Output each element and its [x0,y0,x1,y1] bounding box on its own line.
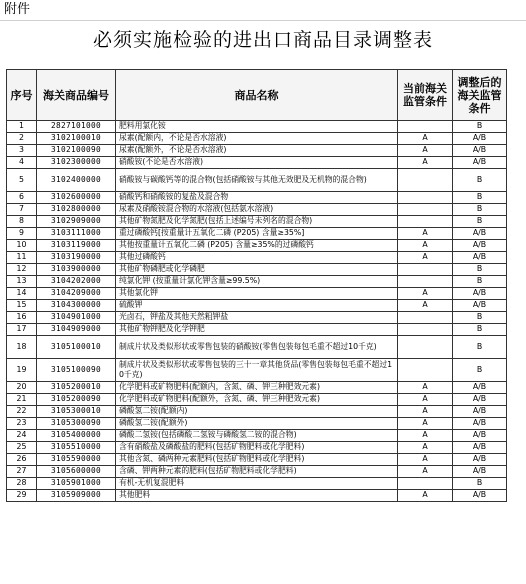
table-row [7,228,507,240]
cell-current: A [398,418,453,430]
cell-code: 3105200010 [37,382,116,394]
table-row [7,490,507,502]
cell-seq: 12 [7,264,37,276]
cell-seq: 25 [7,442,37,454]
cell-adjusted: A/B [453,228,507,240]
cell-name: 磷酸二氢铵(包括磷酸二氢铵与磷酸氢二铵的混合物) [116,430,398,442]
table-row [7,478,507,490]
table-row [7,382,507,394]
cell-seq: 15 [7,300,37,312]
table-row [7,454,507,466]
cell-name: 硝酸铵(不论是否水溶液) [116,157,398,169]
cell-name: 磷酸氢二铵(配额内) [116,406,398,418]
table-row [7,288,507,300]
cell-current: A [398,145,453,157]
cell-current [398,276,453,288]
cell-seq: 18 [7,336,37,359]
cell-adjusted: A/B [453,252,507,264]
cell-current [398,121,453,133]
cell-adjusted: B [453,336,507,359]
cell-code: 3103900000 [37,264,116,276]
cell-current [398,192,453,204]
cell-code: 3104300000 [37,300,116,312]
cell-code: 3104209000 [37,288,116,300]
table-row [7,204,507,216]
cell-name: 硝酸铵与碳酸钙等的混合物(包括硝酸铵与其他无效肥及无机物的混合物) [116,169,398,192]
cell-current: A [398,228,453,240]
table-header-row [7,70,507,121]
table-row [7,394,507,406]
table-row [7,466,507,478]
cell-current: A [398,394,453,406]
cell-name: 肥料用氯化铵 [116,121,398,133]
cell-name: 有机-无机复混肥料 [116,478,398,490]
cell-current: A [398,252,453,264]
cell-adjusted: B [453,216,507,228]
cell-name: 尿素(配额内，不论是否水溶液) [116,133,398,145]
cell-name: 制成片状及类似形状或零售包装的三十一章其他货品(零售包装每包毛重不超过10千克) [116,359,398,382]
cell-name: 其他氯化钾 [116,288,398,300]
cell-current: A [398,300,453,312]
table-body [7,121,507,502]
table-row [7,157,507,169]
cell-code: 3102800000 [37,204,116,216]
cell-seq: 11 [7,252,37,264]
cell-adjusted: A/B [453,157,507,169]
cell-adjusted: B [453,204,507,216]
cell-code: 3103190000 [37,252,116,264]
cell-code: 3105510000 [37,442,116,454]
cell-code: 3103111000 [37,228,116,240]
cell-current [398,204,453,216]
header-name: 商品名称 [116,70,398,121]
cell-current [398,264,453,276]
cell-seq: 16 [7,312,37,324]
cell-name: 其他肥料 [116,490,398,502]
cell-name: 制成片状及类似形状或零售包装的硝酸铵(零售包装每包毛重不超过10千克) [116,336,398,359]
table-row [7,324,507,336]
table-row [7,145,507,157]
document-title: 必须实施检验的进出口商品目录调整表 [92,29,433,51]
cell-seq: 17 [7,324,37,336]
table-row [7,359,507,382]
cell-name: 化学肥料或矿物肥料(配额外，含氮、磷、钾三种肥效元素) [116,394,398,406]
cell-current: A [398,157,453,169]
cell-name: 其他矿物钾肥及化学钾肥 [116,324,398,336]
table-row [7,252,507,264]
table-row [7,169,507,192]
cell-current: A [398,454,453,466]
cell-code: 3105600000 [37,466,116,478]
adjustment-table [6,69,507,502]
cell-code: 2827101000 [37,121,116,133]
cell-code: 3102909000 [37,216,116,228]
cell-seq: 29 [7,490,37,502]
cell-name: 光卤石，钾盐及其他天然粗钾盐 [116,312,398,324]
cell-code: 3104901000 [37,312,116,324]
table-row [7,264,507,276]
cell-adjusted: B [453,264,507,276]
cell-code: 3105200090 [37,394,116,406]
table-row [7,133,507,145]
cell-name: 硝酸钙和硝酸铵的复盐及混合物 [116,192,398,204]
cell-code: 3102400000 [37,169,116,192]
cell-seq: 4 [7,157,37,169]
table-row [7,121,507,133]
cell-code: 3105909000 [37,490,116,502]
cell-adjusted: B [453,192,507,204]
cell-code: 3103119000 [37,240,116,252]
cell-adjusted: B [453,169,507,192]
cell-current: A [398,430,453,442]
cell-adjusted: A/B [453,430,507,442]
cell-current: A [398,133,453,145]
cell-adjusted: A/B [453,145,507,157]
cell-adjusted: A/B [453,490,507,502]
cell-code: 3105100090 [37,359,116,382]
table-row [7,240,507,252]
cell-name: 磷酸氢二铵(配额外) [116,418,398,430]
table-row [7,336,507,359]
cell-current [398,312,453,324]
cell-adjusted: A/B [453,454,507,466]
cell-current: A [398,288,453,300]
header-adjusted: 调整后的海关监管条件 [453,70,507,121]
cell-adjusted: B [453,359,507,382]
cell-code: 3105300090 [37,418,116,430]
table-row [7,300,507,312]
cell-name: 纯氯化钾 (按重量计氯化钾含量≥99.5%) [116,276,398,288]
cell-adjusted: A/B [453,382,507,394]
cell-name: 其他按重量计五氧化二磷 (P205) 含量≥35%的过磷酸钙 [116,240,398,252]
cell-name: 尿素(配额外，不论是否水溶液) [116,145,398,157]
header-seq: 序号 [7,70,37,121]
cell-name: 硫酸钾 [116,300,398,312]
table-row [7,442,507,454]
cell-seq: 23 [7,418,37,430]
cell-name: 尿素及硝酸铵混合物的水溶液(包括氨水溶液) [116,204,398,216]
cell-adjusted: B [453,312,507,324]
cell-code: 3102100010 [37,133,116,145]
cell-code: 3105300010 [37,406,116,418]
cell-seq: 22 [7,406,37,418]
cell-seq: 28 [7,478,37,490]
table-row [7,276,507,288]
cell-code: 3102100090 [37,145,116,157]
cell-name: 重过磷酸钙[按重量计五氧化二磷 (P205) 含量≥35%] [116,228,398,240]
cell-current: A [398,382,453,394]
cell-current [398,169,453,192]
cell-seq: 14 [7,288,37,300]
cell-seq: 19 [7,359,37,382]
cell-adjusted: A/B [453,300,507,312]
cell-adjusted: B [453,121,507,133]
table-row [7,216,507,228]
table-row [7,312,507,324]
cell-seq: 20 [7,382,37,394]
cell-adjusted: A/B [453,240,507,252]
cell-adjusted: B [453,324,507,336]
cell-code: 3102300000 [37,157,116,169]
cell-adjusted: B [453,478,507,490]
cell-current [398,216,453,228]
sheet-header-bar [0,0,526,21]
cell-adjusted: B [453,276,507,288]
cell-adjusted: A/B [453,418,507,430]
cell-current [398,324,453,336]
cell-code: 3105590000 [37,454,116,466]
cell-adjusted: A/B [453,406,507,418]
cell-seq: 27 [7,466,37,478]
header-current: 当前海关监管条件 [398,70,453,121]
table-row [7,406,507,418]
cell-current [398,336,453,359]
cell-seq: 26 [7,454,37,466]
cell-current [398,359,453,382]
cell-name: 其他矿物磷肥或化学磷肥 [116,264,398,276]
cell-seq: 6 [7,192,37,204]
cell-code: 3102600000 [37,192,116,204]
cell-adjusted: A/B [453,133,507,145]
cell-seq: 8 [7,216,37,228]
cell-adjusted: A/B [453,442,507,454]
cell-seq: 7 [7,204,37,216]
cell-name: 化学肥料或矿物肥料(配额内，含氮、磷、钾三种肥效元素) [116,382,398,394]
cell-name: 其他矿物氮肥及化学氮肥(包括上述编号未列名的混合物) [116,216,398,228]
cell-seq: 2 [7,133,37,145]
cell-current: A [398,466,453,478]
cell-adjusted: A/B [453,466,507,478]
cell-code: 3104909000 [37,324,116,336]
cell-seq: 1 [7,121,37,133]
table-row [7,418,507,430]
cell-current: A [398,406,453,418]
cell-seq: 10 [7,240,37,252]
cell-code: 3105100010 [37,336,116,359]
cell-current: A [398,240,453,252]
cell-adjusted: A/B [453,288,507,300]
cell-name: 含磷、钾两种元素的肥料(包括矿物肥料或化学肥料) [116,466,398,478]
cell-seq: 21 [7,394,37,406]
table-row [7,430,507,442]
cell-code: 3105400000 [37,430,116,442]
cell-code: 3105901000 [37,478,116,490]
cell-current [398,478,453,490]
cell-seq: 5 [7,169,37,192]
cell-seq: 13 [7,276,37,288]
cell-current: A [398,490,453,502]
cell-seq: 3 [7,145,37,157]
cell-seq: 24 [7,430,37,442]
attachment-label: 附件 [4,2,31,17]
header-code: 海关商品编号 [37,70,116,121]
cell-code: 3104202000 [37,276,116,288]
cell-current: A [398,442,453,454]
cell-name: 含有硝酸盐及磷酸盐的肥料(包括矿物肥料或化学肥料) [116,442,398,454]
cell-adjusted: A/B [453,394,507,406]
cell-seq: 9 [7,228,37,240]
table-row [7,192,507,204]
cell-name: 其他含氮、磷两种元素肥料(包括矿物肥料或化学肥料) [116,454,398,466]
cell-name: 其他过磷酸钙 [116,252,398,264]
